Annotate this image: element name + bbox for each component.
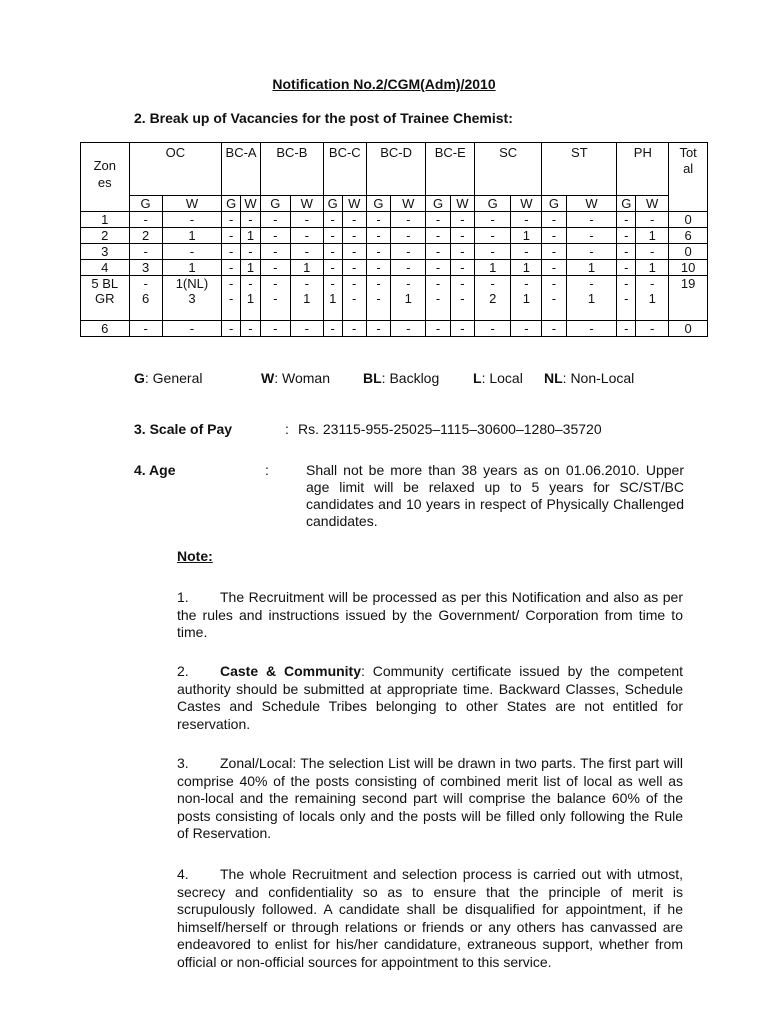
- value-cell: -: [617, 212, 636, 228]
- value-cell: -: [450, 244, 474, 260]
- value-cell: -: [241, 244, 261, 260]
- subheader-cell: G: [323, 196, 342, 212]
- value-cell: -: [450, 260, 474, 276]
- value-cell: -: [366, 212, 390, 228]
- spacer-row: [81, 306, 708, 321]
- value-cell: -: [450, 321, 474, 337]
- value-cell: -: [475, 276, 511, 292]
- value-cell: -: [222, 228, 241, 244]
- spacer-cell: [260, 306, 290, 321]
- value-cell: 1: [241, 291, 261, 306]
- value-cell: 1: [290, 260, 323, 276]
- value-cell: -: [241, 212, 261, 228]
- value-cell: -: [426, 321, 450, 337]
- table-row: [81, 291, 708, 306]
- value-cell: -: [566, 244, 617, 260]
- subheader-cell: G: [542, 196, 566, 212]
- value-cell: -: [542, 276, 566, 292]
- value-cell: -: [342, 321, 366, 337]
- value-cell: -: [366, 260, 390, 276]
- table-header-row: [81, 143, 708, 196]
- value-cell: -: [260, 260, 290, 276]
- group-header: BC-B: [260, 143, 323, 196]
- value-cell: -: [342, 276, 366, 292]
- subheader-cell: W: [162, 196, 222, 212]
- value-cell: 1: [511, 228, 542, 244]
- value-cell: -: [366, 321, 390, 337]
- value-cell: -: [566, 228, 617, 244]
- value-cell: -: [511, 212, 542, 228]
- value-cell: 3: [129, 260, 162, 276]
- value-cell: -: [366, 244, 390, 260]
- value-cell: -: [162, 244, 222, 260]
- total-cell: [669, 291, 708, 306]
- value-cell: -: [290, 228, 323, 244]
- value-cell: 1: [566, 260, 617, 276]
- spacer-cell: [290, 306, 323, 321]
- subheader-cell: G: [129, 196, 162, 212]
- value-cell: -: [475, 212, 511, 228]
- group-header: BC-E: [426, 143, 475, 196]
- zone-cell: GR: [81, 291, 130, 306]
- value-cell: 1: [162, 260, 222, 276]
- subheader-cell: G: [426, 196, 450, 212]
- zone-cell: 3: [81, 244, 130, 260]
- value-cell: 1(NL): [162, 276, 222, 292]
- group-header: OC: [129, 143, 222, 196]
- value-cell: -: [222, 291, 241, 306]
- table-subheader-row: [81, 196, 708, 212]
- subheader-cell: W: [511, 196, 542, 212]
- value-cell: -: [366, 228, 390, 244]
- value-cell: -: [323, 244, 342, 260]
- value-cell: -: [129, 212, 162, 228]
- scale-of-pay-label: 3. Scale of Pay: [134, 421, 233, 437]
- value-cell: -: [342, 260, 366, 276]
- value-cell: 1: [636, 228, 669, 244]
- value-cell: -: [222, 244, 241, 260]
- age-colon: :: [265, 462, 269, 478]
- value-cell: -: [290, 212, 323, 228]
- value-cell: -: [450, 276, 474, 292]
- value-cell: -: [617, 244, 636, 260]
- value-cell: -: [162, 321, 222, 337]
- spacer-cell: [542, 306, 566, 321]
- spacer-cell: [566, 306, 617, 321]
- value-cell: -: [222, 276, 241, 292]
- value-cell: -: [260, 244, 290, 260]
- value-cell: -: [426, 260, 450, 276]
- value-cell: 1: [241, 260, 261, 276]
- total-cell: 0: [669, 321, 708, 337]
- zone-cell: 1: [81, 212, 130, 228]
- value-cell: -: [636, 244, 669, 260]
- value-cell: 1: [323, 291, 342, 306]
- value-cell: 1: [241, 228, 261, 244]
- group-header: PH: [617, 143, 669, 196]
- value-cell: -: [475, 228, 511, 244]
- subheader-cell: G: [475, 196, 511, 212]
- spacer-cell: [475, 306, 511, 321]
- table-row: [81, 260, 708, 276]
- value-cell: -: [426, 212, 450, 228]
- total-cell: 10: [669, 260, 708, 276]
- note-item: 1. The Recruitment will be processed as per this Notification and also as per the rules and instructions issued by the Government/ Corporation from time to time.: [177, 589, 683, 640]
- value-cell: -: [129, 321, 162, 337]
- value-cell: -: [566, 276, 617, 292]
- value-cell: -: [129, 244, 162, 260]
- value-cell: -: [391, 212, 426, 228]
- spacer-cell: [511, 306, 542, 321]
- group-header: BC-D: [366, 143, 426, 196]
- spacer-cell: [241, 306, 261, 321]
- value-cell: -: [450, 228, 474, 244]
- value-cell: -: [323, 228, 342, 244]
- subheader-cell: W: [290, 196, 323, 212]
- spacer-cell: [391, 306, 426, 321]
- value-cell: -: [511, 321, 542, 337]
- spacer-cell: [162, 306, 222, 321]
- value-cell: -: [426, 244, 450, 260]
- value-cell: -: [323, 212, 342, 228]
- value-cell: 3: [162, 291, 222, 306]
- value-cell: -: [222, 260, 241, 276]
- value-cell: -: [342, 244, 366, 260]
- table-row: [81, 244, 708, 260]
- spacer-cell: [366, 306, 390, 321]
- spacer-cell: [617, 306, 636, 321]
- spacer-cell: [81, 306, 130, 321]
- value-cell: -: [260, 291, 290, 306]
- table-row: [81, 276, 708, 292]
- value-cell: 1: [290, 291, 323, 306]
- subheader-cell: W: [566, 196, 617, 212]
- table-row: [81, 321, 708, 337]
- total-cell: 19: [669, 276, 708, 292]
- group-header: ST: [542, 143, 617, 196]
- value-cell: -: [260, 212, 290, 228]
- value-cell: -: [542, 228, 566, 244]
- value-cell: 6: [129, 291, 162, 306]
- value-cell: -: [129, 276, 162, 292]
- value-cell: -: [260, 321, 290, 337]
- value-cell: -: [391, 260, 426, 276]
- value-cell: -: [323, 321, 342, 337]
- group-header: BC-A: [222, 143, 261, 196]
- subheader-cell: G: [366, 196, 390, 212]
- value-cell: -: [450, 291, 474, 306]
- value-cell: -: [391, 228, 426, 244]
- value-cell: -: [426, 291, 450, 306]
- value-cell: -: [511, 276, 542, 292]
- subheader-cell: W: [342, 196, 366, 212]
- legend-item: NL: Non-Local: [544, 370, 635, 386]
- value-cell: -: [241, 276, 261, 292]
- value-cell: -: [342, 212, 366, 228]
- note-item: 2. Caste & Community: Community certificate issued by the competent authority should be submitted at appropriate time. Backward Classes, Schedule Castes and Schedule Tribes belonging to other States are not entitled for reservation.: [177, 663, 683, 732]
- value-cell: -: [342, 228, 366, 244]
- value-cell: -: [542, 244, 566, 260]
- legend-item: BL: Backlog: [363, 370, 440, 386]
- note-title: Note:: [177, 548, 213, 564]
- zone-cell: 4: [81, 260, 130, 276]
- value-cell: -: [566, 212, 617, 228]
- value-cell: -: [511, 244, 542, 260]
- legend-item: G: General: [134, 370, 203, 386]
- value-cell: -: [542, 321, 566, 337]
- subheader-cell: W: [636, 196, 669, 212]
- note-item: 3. Zonal/Local: The selection List will be drawn in two parts. The first part will comprise 40% of the posts consisting of combined merit list of local as well as non-local and the remaining second part will comprise the balance 60% of the posts consisting of locals only and the posts will be filled only following the Rule of Reservation.: [177, 755, 683, 841]
- value-cell: -: [566, 321, 617, 337]
- total-cell: 0: [669, 212, 708, 228]
- value-cell: -: [391, 321, 426, 337]
- total-cell: 6: [669, 228, 708, 244]
- value-cell: 1: [511, 291, 542, 306]
- value-cell: -: [222, 212, 241, 228]
- value-cell: -: [542, 291, 566, 306]
- value-cell: -: [617, 291, 636, 306]
- value-cell: -: [636, 321, 669, 337]
- age-label: 4. Age: [134, 462, 176, 478]
- vacancies-table: [80, 142, 708, 337]
- value-cell: 1: [162, 228, 222, 244]
- value-cell: -: [426, 228, 450, 244]
- value-cell: -: [636, 276, 669, 292]
- value-cell: -: [162, 212, 222, 228]
- value-cell: -: [260, 276, 290, 292]
- value-cell: 1: [391, 291, 426, 306]
- value-cell: -: [636, 212, 669, 228]
- group-header: SC: [475, 143, 542, 196]
- value-cell: 1: [511, 260, 542, 276]
- value-cell: 1: [636, 291, 669, 306]
- spacer-cell: [450, 306, 474, 321]
- scale-of-pay-colon: :: [285, 421, 289, 437]
- age-value: Shall not be more than 38 years as on 01.06.2010. Upper age limit will be relaxed up to 5 years for SC/ST/BC candidates and 10 years in respect of Physically Challenged candidates.: [306, 462, 684, 529]
- subheader-cell: W: [241, 196, 261, 212]
- spacer-cell: [669, 306, 708, 321]
- spacer-cell: [636, 306, 669, 321]
- total-cell: 0: [669, 244, 708, 260]
- value-cell: 1: [636, 260, 669, 276]
- value-cell: -: [475, 321, 511, 337]
- subheader-cell: W: [450, 196, 474, 212]
- spacer-cell: [426, 306, 450, 321]
- value-cell: -: [342, 291, 366, 306]
- value-cell: -: [290, 244, 323, 260]
- value-cell: -: [617, 260, 636, 276]
- value-cell: -: [617, 321, 636, 337]
- note-item: 4. The whole Recruitment and selection process is carried out with utmost, secrecy and confidentiality so as to ensure that the principle of merit is scrupulously followed. A candidate shall be disqualified for appointment, if he himself/herself or through relations or friends or any others has canvassed are endeavored to enlist for his/her candidature, extraneous support, whether from official or non-official sources for appointment to this service.: [177, 866, 683, 970]
- spacer-cell: [222, 306, 241, 321]
- zone-cell: 2: [81, 228, 130, 244]
- subheader-cell: W: [391, 196, 426, 212]
- legend-item: W: Woman: [261, 370, 330, 386]
- value-cell: -: [366, 291, 390, 306]
- total-header: Tot al: [669, 143, 708, 212]
- subheader-cell: G: [260, 196, 290, 212]
- value-cell: -: [290, 276, 323, 292]
- value-cell: -: [542, 212, 566, 228]
- scale-of-pay-value: Rs. 23115-955-25025–1115–30600–1280–35720: [298, 421, 602, 437]
- value-cell: -: [241, 321, 261, 337]
- value-cell: 2: [475, 291, 511, 306]
- subheader-cell: G: [222, 196, 241, 212]
- value-cell: -: [290, 321, 323, 337]
- value-cell: -: [323, 276, 342, 292]
- value-cell: -: [323, 260, 342, 276]
- spacer-cell: [323, 306, 342, 321]
- value-cell: -: [391, 244, 426, 260]
- value-cell: -: [617, 276, 636, 292]
- value-cell: 1: [475, 260, 511, 276]
- group-header: BC-C: [323, 143, 366, 196]
- section-2-heading: 2. Break up of Vacancies for the post of Trainee Chemist:: [134, 110, 513, 126]
- value-cell: -: [426, 276, 450, 292]
- zone-cell: 5 BL: [81, 276, 130, 292]
- value-cell: -: [366, 276, 390, 292]
- table-row: [81, 228, 708, 244]
- zone-cell: 6: [81, 321, 130, 337]
- value-cell: -: [260, 228, 290, 244]
- zones-header: Zon es: [81, 143, 130, 212]
- legend-item: L: Local: [473, 370, 523, 386]
- value-cell: 1: [566, 291, 617, 306]
- value-cell: -: [450, 212, 474, 228]
- table-row: [81, 212, 708, 228]
- value-cell: -: [475, 244, 511, 260]
- value-cell: 2: [129, 228, 162, 244]
- notification-title: Notification No.2/CGM(Adm)/2010: [272, 76, 496, 92]
- value-cell: -: [542, 260, 566, 276]
- subheader-cell: G: [617, 196, 636, 212]
- spacer-cell: [342, 306, 366, 321]
- value-cell: -: [617, 228, 636, 244]
- value-cell: -: [222, 321, 241, 337]
- value-cell: -: [391, 276, 426, 292]
- spacer-cell: [129, 306, 162, 321]
